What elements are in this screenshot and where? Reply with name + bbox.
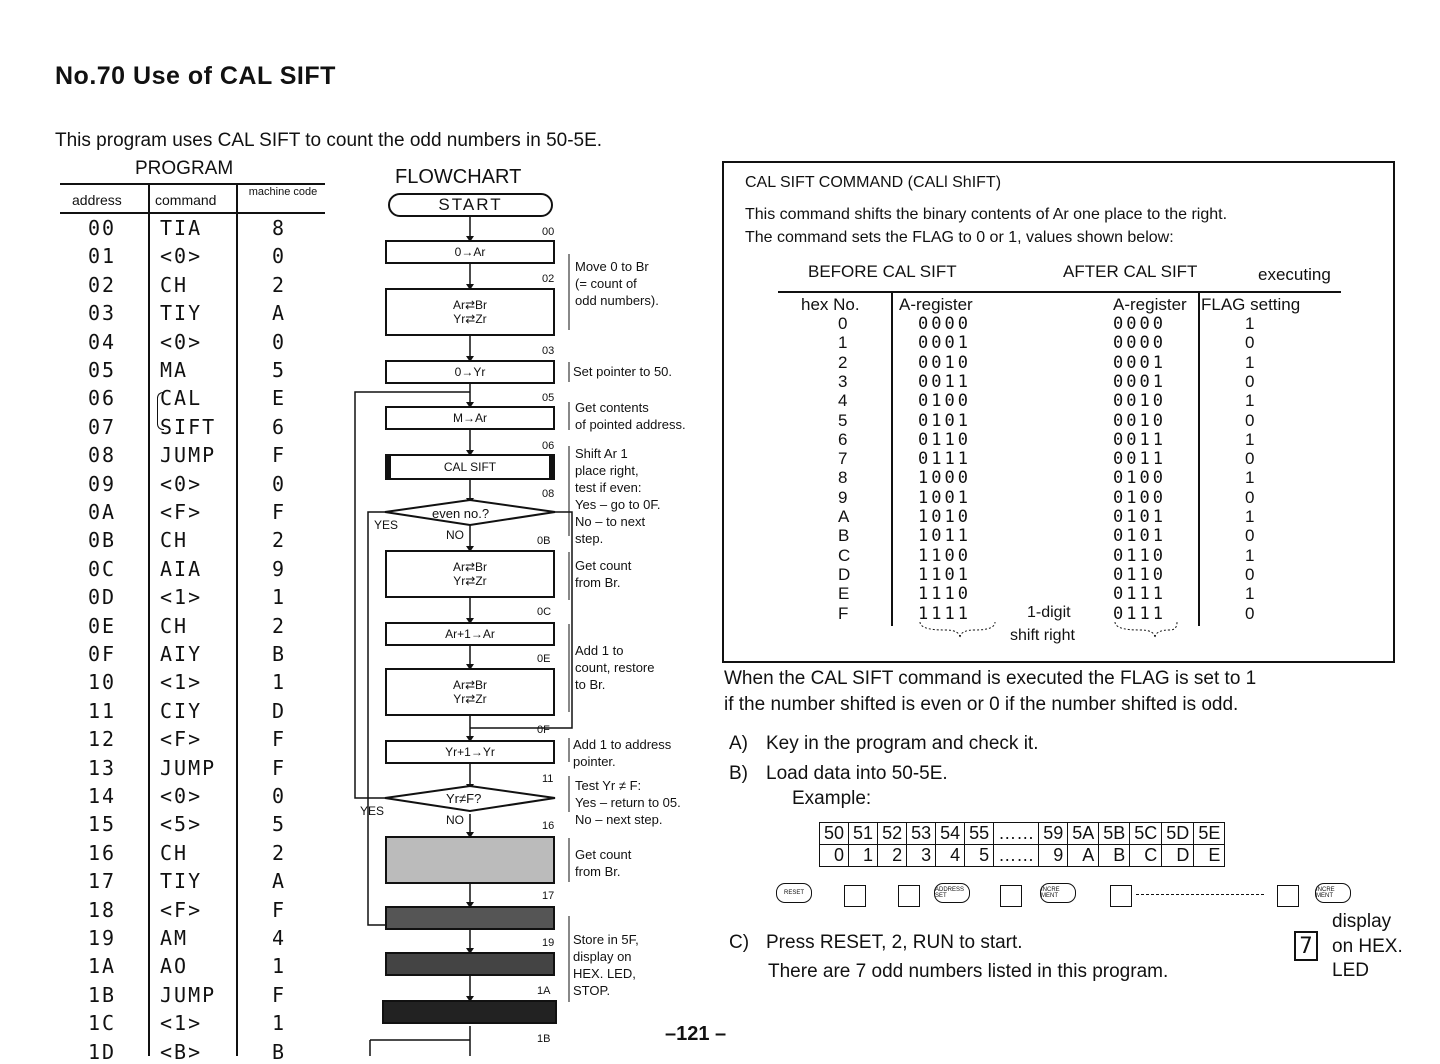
sift-hex: A [838,507,850,526]
flow-step-num: 17 [542,890,555,902]
program-machine-code: A [272,301,287,326]
shift-label-2: shift right [1010,627,1075,644]
program-command: MA [160,358,189,382]
sift-before: 0011 [918,371,971,392]
flow-note-store: Store in 5F, display on HEX. LED, STOP. [573,932,639,998]
program-command: <B> [160,1039,203,1064]
flow-step-num: 16 [542,820,555,832]
col-machine-code: machine code [248,186,318,198]
key-icon [1277,885,1299,907]
flow-yes-2: YES [360,804,385,818]
sift-hex: F [838,603,849,623]
flow-node-m-ar: M→Ar [385,406,555,430]
program-command: <0> [160,784,203,808]
cal-sift-brace [157,392,164,430]
sift-hex: 8 [838,468,848,488]
flowchart-heading: FLOWCHART [395,166,522,188]
program-address: 19 [88,926,117,950]
program-machine-code: F [272,755,287,780]
program-command: SIFT [160,414,217,439]
memory-value: 2 [878,845,907,867]
flow-step-num: 0C [537,606,552,618]
memory-value: B [1099,845,1130,867]
sift-flag: 1 [1245,352,1255,372]
sift-flag: 1 [1245,314,1255,333]
flow-node-swap-2-b: Yr⇄Zr [453,574,487,588]
program-machine-code: 1 [272,670,287,695]
program-address: 02 [88,272,117,297]
sift-flag: 0 [1245,603,1255,623]
sift-col-divider-1 [891,293,893,626]
step-a-label: A) [729,733,748,754]
flow-step-num: 06 [542,440,555,452]
sift-before: 1011 [918,526,971,547]
memory-address: 5E [1194,823,1225,845]
flow-note-add-count: Add 1 to count, restore to Br. [575,643,655,692]
memory-value: 3 [907,845,936,867]
memory-address: 51 [849,823,878,845]
memory-address: 53 [907,823,936,845]
sift-after: 0011 [1113,449,1166,470]
step-c-text-1: Press RESET, 2, RUN to start. [766,932,1023,953]
program-command: TIY [160,869,203,894]
program-address: 12 [88,727,117,752]
program-command: JUMP [160,755,217,780]
memory-value: C [1130,845,1162,867]
step-b-label: B) [729,763,748,784]
sift-hex: 5 [838,410,848,430]
example-label: Example: [792,788,872,809]
cal-sift-desc-2: The command sets the FLAG to 0 or 1, values shown below: [745,229,1174,246]
sift-after: 0010 [1113,391,1166,412]
program-address: 06 [88,386,117,411]
display-note-1: display [1332,911,1392,932]
memory-value-row [820,845,1225,867]
flow-step-num: 02 [542,273,555,285]
flow-step-num: 1B [537,1033,551,1045]
program-address: 13 [88,755,117,780]
sift-after: 0110 [1113,564,1166,585]
memory-value: 5 [965,845,994,867]
memory-value: 9 [1039,845,1068,867]
sift-flag: 0 [1245,371,1255,391]
after-label: AFTER CAL SIFT [1063,262,1198,281]
flow-note-test: Test Yr ≠ F: Yes – return to 05. No – next step. [575,778,681,827]
sift-hex: B [838,526,850,546]
increment-key-icon: INCRE MENT [1315,883,1351,903]
sift-hex: E [838,584,850,604]
sift-before: 0010 [918,352,971,373]
program-command: CIY [160,698,203,723]
program-command: AIY [160,642,203,666]
sift-before: 1100 [918,545,971,566]
flow-step-num: 1A [537,985,551,997]
memory-address: 5B [1099,823,1130,845]
sift-after: 0110 [1113,545,1166,566]
program-command: TIA [160,216,203,240]
address-set-key-icon: ADDRESS SET [934,883,970,903]
memory-address: 54 [936,823,965,845]
sift-hex: 0 [838,314,848,333]
sift-before: 1101 [918,564,971,585]
display-note-3: LED [1332,960,1369,981]
program-address: 0E [88,613,117,638]
sift-before: 1110 [918,584,971,605]
program-address: 0A [88,500,117,524]
flow-node-ar-plus: Ar+1→Ar [385,622,555,646]
sift-after: 0111 [1113,584,1166,605]
explain-line-1: When the CAL SIFT command is executed the FLAG is set to 1 [724,668,1257,689]
program-address: 17 [88,869,117,894]
shift-braces [915,620,1185,642]
sift-flag: 1 [1245,584,1255,604]
explain-line-2: if the number shifted is even or 0 if the number shifted is odd. [724,694,1239,715]
col-a-register: A-register [899,295,973,314]
program-machine-code: F [272,897,287,922]
flow-node-zero-yr: 0→Yr [385,360,555,384]
flow-step-num: 05 [542,392,555,404]
program-machine-code: 9 [272,556,287,581]
flow-note-pointer: Set pointer to 50. [573,364,673,379]
program-machine-code: 2 [272,840,287,865]
program-machine-code: 0 [272,784,287,808]
flow-step-num: 08 [542,488,555,500]
sift-hex: 6 [838,429,848,449]
flow-step-num: 0E [537,653,551,665]
sift-before: 0000 [918,314,971,334]
sift-after: 0000 [1113,333,1166,354]
program-command: <1> [160,585,203,610]
sift-after: 0000 [1113,314,1166,334]
flow-node-yr-plus: Yr+1→Yr [385,740,555,764]
program-command: AO [160,954,189,979]
sift-hex: C [838,545,851,565]
sift-flag: 0 [1245,333,1255,353]
program-command: CAL [160,386,203,411]
program-machine-code: F [272,443,287,468]
sift-before: 0101 [918,410,971,431]
program-command: AIA [160,556,203,581]
executing-label: executing [1258,265,1331,284]
flow-decision-yr: Yr≠F? [446,791,482,806]
col-flag: FLAG setting [1201,295,1301,314]
cal-sift-heading: CAL SIFT COMMAND (CALl ShIFT) [745,174,1002,191]
flow-note-count-2: Get count from Br. [575,847,632,879]
program-machine-code: 2 [272,272,287,297]
program-machine-code: F [272,500,287,524]
step-b-text: Load data into 50-5E. [766,763,948,784]
hex-led-display-icon: 7 [1294,931,1318,961]
flow-step-num: 11 [542,773,554,785]
memory-value: D [1162,845,1194,867]
sift-before: 1111 [918,603,971,624]
sift-hex: 2 [838,352,848,372]
program-address: 10 [88,670,117,695]
program-machine-code: 1 [272,954,287,979]
program-address: 03 [88,301,117,326]
program-machine-code: 1 [272,585,287,610]
program-command: CH [160,272,189,297]
flow-start: START [388,193,553,217]
flow-note-contents: Get contents of pointed address. [575,400,686,432]
key-icon [1110,885,1132,907]
program-command: CH [160,528,189,553]
program-machine-code: F [272,982,287,1007]
program-machine-code: 1 [272,1011,287,1036]
memory-address: 55 [965,823,994,845]
intro-text: This program uses CAL SIFT to count the odd numbers in 50-5E. [55,130,603,151]
memory-address: 5D [1162,823,1194,845]
program-address: 0C [88,556,117,581]
step-c-label: C) [729,932,750,953]
sift-hex: 1 [838,333,848,353]
flow-node-shaded-1 [385,836,555,884]
sift-after: 0001 [1113,352,1166,373]
program-address: 08 [88,443,117,468]
sift-after: 0010 [1113,410,1166,431]
program-command: <5> [160,812,203,837]
program-divider-1 [148,185,150,1056]
sift-before: 0111 [918,449,971,470]
flow-node-swap-2-a: Ar⇄Br [452,560,488,574]
memory-address: …… [994,823,1039,845]
program-address: 1D [88,1039,117,1064]
program-address: 11 [88,698,117,723]
flow-decision-even: even no.? [432,506,490,521]
sift-after: 0101 [1113,526,1166,547]
program-machine-code: 2 [272,528,287,553]
flow-node-stop [382,1000,557,1024]
sift-after: 0100 [1113,487,1166,508]
sift-flag: 1 [1245,507,1255,526]
flow-step-num: 0B [537,535,551,547]
memory-address: 52 [878,823,907,845]
sift-flag: 0 [1245,487,1255,507]
memory-example-table [819,822,1225,867]
flow-note-move: Move 0 to Br (= count of odd numbers). [575,259,659,308]
program-address: 14 [88,784,117,808]
program-machine-code: 4 [272,926,287,950]
flow-no-1: NO [446,528,464,542]
program-command: <0> [160,244,203,269]
sift-table-rule [778,291,1341,293]
flow-node-cal-sift: CAL SIFT [385,454,555,480]
sift-after: 0011 [1113,429,1166,450]
key-icon [1000,885,1022,907]
step-a-text: Key in the program and check it. [766,733,1039,754]
flow-node-swap-2 [385,550,555,598]
col-a-register-after: A-register [1113,295,1187,314]
increment-key-icon: INCRE MENT [1040,883,1076,903]
shift-label-1: 1-digit [1027,604,1071,621]
sift-flag: 0 [1245,449,1255,469]
sift-before: 1001 [918,487,971,508]
sift-before: 0100 [918,391,971,412]
program-heading: PROGRAM [135,158,234,179]
sift-hex: 7 [838,449,848,469]
flow-node-swap-3-a: Ar⇄Br [452,678,488,692]
program-address: 0B [88,528,117,553]
flow-node-shaded-2 [385,906,555,930]
memory-value: A [1068,845,1099,867]
program-address: 00 [88,216,117,240]
cal-sift-desc-1: This command shifts the binary contents of Ar one place to the right. [745,206,1228,223]
sift-flag: 1 [1245,429,1255,449]
program-machine-code: 5 [272,812,287,837]
sift-hex: 4 [838,391,848,411]
flow-node-swap-3-b: Yr⇄Zr [453,692,487,706]
key-icon [898,885,920,907]
program-command: AM [160,926,189,950]
memory-value: 1 [849,845,878,867]
col-command: command [155,192,217,208]
flow-step-num: 00 [542,226,555,238]
program-command: <0> [160,471,203,496]
memory-value: E [1194,845,1225,867]
flow-node-swap-1-b: Yr⇄Zr [453,312,487,326]
page-number: –121 – [665,1023,727,1045]
program-address: 1A [88,954,117,979]
program-address: 07 [88,414,117,439]
flow-step-num: 19 [542,937,555,949]
program-machine-code: 0 [272,244,287,269]
sift-flag: 0 [1245,564,1255,584]
program-machine-code: B [272,642,287,666]
program-address: 01 [88,244,117,269]
flow-step-num: 0F [537,724,550,736]
memory-address: 5A [1068,823,1099,845]
memory-address-row [820,823,1225,845]
page-title: No.70 Use of CAL SIFT [55,62,336,90]
program-machine-code: 8 [272,216,287,240]
flow-note-shift: Shift Ar 1 place right, test if even: Yes – go to 0F. No – to next step. [575,446,661,546]
program-address: 18 [88,897,117,922]
sift-flag: 0 [1245,410,1255,430]
program-address: 0D [88,585,117,610]
sift-col-divider-2 [1198,293,1200,626]
sift-hex: 9 [838,487,848,507]
program-address: 1B [88,982,117,1007]
before-label: BEFORE CAL SIFT [808,262,957,281]
flow-no-2: NO [446,813,464,827]
program-machine-code: 5 [272,358,287,382]
memory-value: 4 [936,845,965,867]
col-hex: hex No. [801,295,860,314]
program-command: <1> [160,670,203,695]
sift-hex: D [838,564,851,584]
sift-after: 0101 [1113,507,1166,527]
flow-yes-1: YES [374,518,399,532]
memory-address: 59 [1039,823,1068,845]
sift-after: 0001 [1113,371,1166,392]
program-address: 0F [88,642,117,666]
program-command: TIY [160,301,203,326]
sift-before: 1000 [918,468,971,489]
program-machine-code: D [272,698,287,723]
program-address: 15 [88,812,117,837]
sift-flag: 1 [1245,545,1255,565]
step-c-text-2: There are 7 odd numbers listed in this program. [768,961,1169,982]
sift-after: 0100 [1113,468,1166,489]
sift-flag: 1 [1245,468,1255,488]
program-address: 04 [88,329,117,354]
sift-after: 0111 [1113,603,1166,624]
program-machine-code: 2 [272,613,287,638]
program-machine-code: F [272,727,287,752]
program-command: <F> [160,727,203,752]
flow-node-swap-3 [385,668,555,716]
memory-value: 0 [820,845,849,867]
program-address: 09 [88,471,117,496]
program-command: <F> [160,897,203,922]
flow-step-num: 03 [542,345,555,357]
sift-before: 0110 [918,429,971,450]
key-icon [844,885,866,907]
flow-note-count-1: Get count from Br. [575,558,632,590]
program-command: <1> [160,1011,203,1036]
display-note-2: on HEX. [1332,936,1403,957]
sift-flag: 1 [1245,391,1255,411]
memory-value: …… [994,845,1039,867]
sift-before: 1010 [918,507,971,527]
program-command: JUMP [160,982,217,1007]
program-machine-code: A [272,869,287,894]
program-command: CH [160,613,189,638]
program-machine-code: E [272,386,287,411]
flow-node-shaded-3 [385,952,555,976]
col-address: address [72,192,122,208]
flow-node-swap-1-a: Ar⇄Br [452,298,488,312]
sift-hex: 3 [838,371,848,391]
program-command: CH [160,840,189,865]
key-sequence-dash [1136,894,1264,895]
flow-note-add-pointer: Add 1 to address pointer. [573,737,672,769]
reset-key-icon: RESET [776,883,812,903]
memory-address: 5C [1130,823,1162,845]
program-address: 16 [88,840,117,865]
memory-address: 50 [820,823,849,845]
flow-node-swap-1 [385,288,555,336]
program-address: 1C [88,1011,117,1036]
program-machine-code: 6 [272,414,287,439]
program-divider-2 [236,185,238,1056]
flow-node-zero-ar: 0→Ar [385,240,555,264]
program-command: <F> [160,500,203,524]
sift-flag: 0 [1245,526,1255,546]
program-command: JUMP [160,443,217,468]
program-address: 05 [88,358,117,382]
sift-before: 0001 [918,333,971,354]
program-rule-top [60,183,325,185]
program-machine-code: 0 [272,329,287,354]
program-machine-code: B [272,1039,287,1064]
program-rule-header [60,212,325,214]
flow-note-brackets [564,246,576,1026]
program-command: <0> [160,329,203,354]
program-machine-code: 0 [272,471,287,496]
